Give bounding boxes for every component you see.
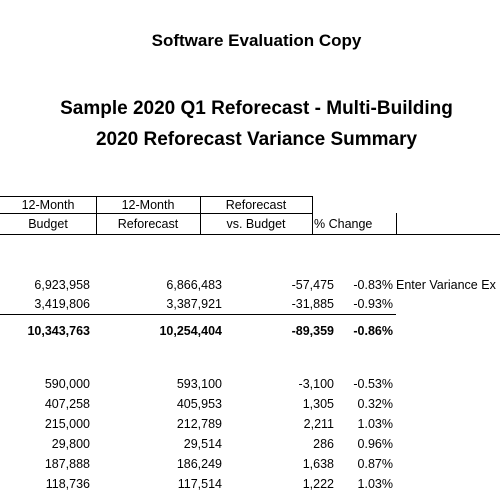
column-header-pct-change: % Change bbox=[314, 217, 373, 231]
total-variance: -89,359 bbox=[291, 324, 334, 338]
cell-pct-change: -0.83% bbox=[353, 278, 393, 292]
report-subtitle: 2020 Reforecast Variance Summary bbox=[95, 129, 418, 150]
cell-variance: -3,100 bbox=[298, 377, 334, 391]
watermark-text: Software Evaluation Copy bbox=[151, 31, 362, 50]
cell-budget: 215,000 bbox=[44, 417, 90, 431]
total-pct-change: -0.86% bbox=[353, 324, 393, 338]
column-header-budget-line1: 12-Month bbox=[21, 198, 75, 212]
cell-budget: 118,736 bbox=[45, 477, 90, 491]
cell-reforecast: 117,514 bbox=[177, 477, 222, 491]
cell-pct-change: 0.96% bbox=[357, 437, 393, 451]
cell-budget: 3,419,806 bbox=[34, 297, 90, 311]
cell-pct-change: -0.53% bbox=[353, 377, 393, 391]
cell-budget: 187,888 bbox=[44, 457, 90, 471]
cell-variance: 1,638 bbox=[302, 457, 334, 471]
cell-budget: 29,800 bbox=[51, 437, 90, 451]
cell-pct-change: 1.03% bbox=[357, 417, 393, 431]
column-header-reforecast-line1: 12-Month bbox=[121, 198, 175, 212]
report-title: Sample 2020 Q1 Reforecast - Multi-Building bbox=[60, 98, 453, 119]
cell-reforecast: 3,387,921 bbox=[166, 297, 222, 311]
header-divider bbox=[396, 213, 397, 234]
subtotal-rule bbox=[0, 314, 396, 315]
cell-pct-change: -0.93% bbox=[353, 297, 393, 311]
column-header-variance-line2: vs. Budget bbox=[226, 217, 286, 231]
header-top-border bbox=[0, 196, 312, 197]
cell-reforecast: 593,100 bbox=[176, 377, 222, 391]
column-header-reforecast-line2: Reforecast bbox=[117, 217, 179, 231]
column-header-variance-line1: Reforecast bbox=[225, 198, 287, 212]
total-budget: 10,343,763 bbox=[27, 324, 90, 338]
cell-reforecast: 29,514 bbox=[183, 437, 222, 451]
cell-pct-change: 0.87% bbox=[357, 457, 393, 471]
header-bottom-border bbox=[0, 234, 500, 235]
cell-budget: 6,923,958 bbox=[34, 278, 90, 292]
cell-variance: -31,885 bbox=[291, 297, 334, 311]
cell-pct-change: 0.32% bbox=[357, 397, 393, 411]
header-mid-border bbox=[0, 213, 312, 214]
header-divider bbox=[312, 196, 313, 234]
column-header-budget-line2: Budget bbox=[28, 217, 68, 231]
cell-variance: 2,211 bbox=[303, 417, 334, 431]
cell-reforecast: 212,789 bbox=[176, 417, 222, 431]
cell-budget: 407,258 bbox=[44, 397, 90, 411]
cell-variance: 1,305 bbox=[302, 397, 334, 411]
cell-variance: 286 bbox=[313, 437, 334, 451]
cell-variance: -57,475 bbox=[291, 278, 334, 292]
cell-variance: 1,222 bbox=[302, 477, 334, 491]
cell-reforecast: 405,953 bbox=[176, 397, 222, 411]
total-reforecast: 10,254,404 bbox=[159, 324, 222, 338]
cell-budget: 590,000 bbox=[44, 377, 90, 391]
cell-reforecast: 6,866,483 bbox=[166, 278, 222, 292]
cell-reforecast: 186,249 bbox=[176, 457, 222, 471]
cell-pct-change: 1.03% bbox=[357, 477, 393, 491]
variance-explanation-prompt[interactable]: Enter Variance Ex bbox=[396, 278, 496, 292]
